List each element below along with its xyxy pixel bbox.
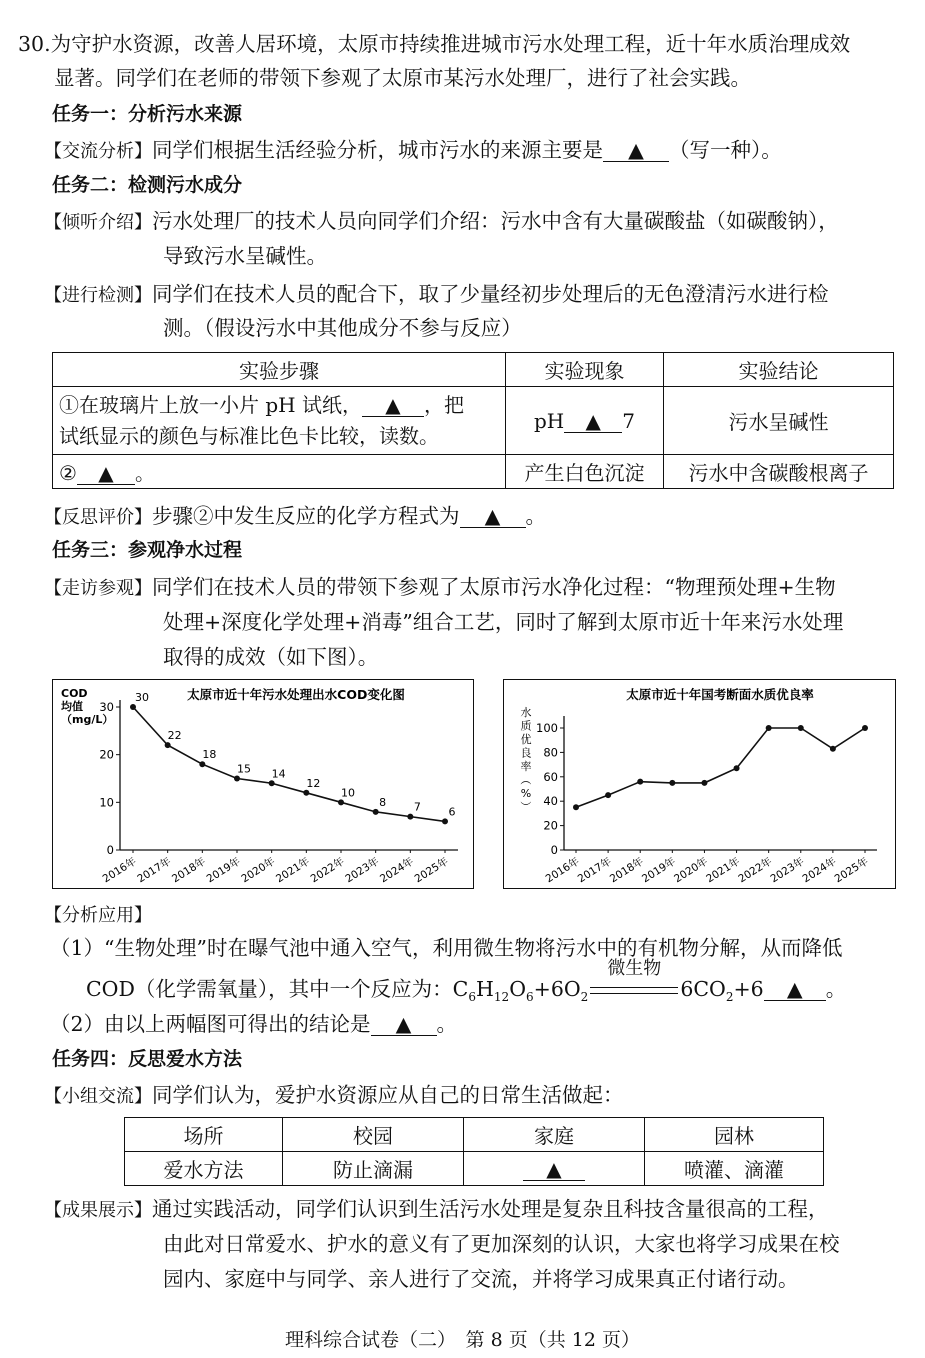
data-point — [637, 779, 643, 785]
sub-12: 12 — [493, 990, 510, 1005]
reflect-text: 步骤②中发生反应的化学方程式为 — [152, 504, 460, 528]
row1-phenomenon — [506, 387, 664, 455]
x-tick-label: 2025年 — [832, 855, 871, 886]
equation-co2: 6CO — [680, 977, 726, 1001]
x-tick-label: 2017年 — [135, 855, 174, 886]
row2-step-num: ② — [59, 461, 77, 485]
row2-phenomenon: 产生白色沉淀 — [506, 455, 664, 489]
sub-2: 2 — [580, 990, 589, 1005]
data-point — [338, 799, 344, 805]
data-point — [605, 792, 611, 798]
visit-line2: 处理+深度化学处理+消毒”组合工艺，同时了解到太原市近十年来污水处理 — [163, 610, 844, 634]
y-axis-label-char: 水 — [520, 706, 532, 719]
table-row — [125, 1118, 824, 1152]
data-point — [373, 809, 379, 815]
header-step: 实验步骤 — [53, 353, 506, 387]
x-tick-label: 2019年 — [204, 855, 243, 886]
method-header: 爱水方法 — [125, 1152, 283, 1186]
reflect-line — [44, 503, 546, 531]
q2-text: （2）由以上两幅图可得出的结论是 — [50, 1012, 371, 1036]
answer-blank-home-method[interactable]: ▲ — [523, 1158, 585, 1181]
sub-6: 6 — [468, 990, 477, 1005]
data-point — [269, 780, 275, 786]
data-point — [303, 790, 309, 796]
task1-exchange — [44, 137, 782, 165]
y-axis-label-char: % — [520, 787, 532, 800]
y-tick-label: 10 — [99, 795, 114, 810]
group-line — [44, 1082, 624, 1110]
equation-six: +6 — [733, 977, 764, 1001]
analysis-tag — [44, 901, 152, 929]
equals-line — [590, 987, 678, 994]
result-line2: 由此对日常爱水、护水的意义有了更加深刻的认识，大家也将学习成果在校 — [163, 1232, 840, 1256]
equation-end: 。 — [825, 977, 847, 1001]
y-axis-label-char: 质 — [520, 719, 532, 733]
data-label: 6 — [448, 805, 456, 819]
task3-title: 任务三：参观净水过程 — [52, 539, 243, 561]
x-tick-label: 2016年 — [100, 855, 139, 886]
x-tick-label: 2021年 — [704, 855, 743, 886]
data-point — [130, 704, 136, 710]
data-label: 18 — [202, 748, 217, 762]
data-label: 14 — [271, 767, 286, 781]
task4-title: 任务四：反思爱水方法 — [52, 1048, 243, 1070]
water-saving-table — [124, 1117, 824, 1186]
data-point — [199, 761, 205, 767]
x-tick-label: 2020年 — [239, 855, 278, 886]
group-tag: 【小组交流】 — [44, 1086, 152, 1107]
table-row — [53, 455, 894, 489]
x-tick-label: 2025年 — [412, 855, 451, 886]
intro-text-1: 为守护水资源，改善人居环境，太原市持续推进城市污水处理工程，近十年水质治理成效 — [50, 32, 851, 56]
task2-test-line2: 测。（假设污水中其他成分不参与反应） — [163, 316, 522, 340]
exchange-text-after: （写一种）。 — [669, 138, 782, 162]
question-intro-line2: 显著。同学们在老师的带领下参观了太原市某污水处理厂，进行了社会实践。 — [54, 66, 751, 90]
header-phenomenon: 实验现象 — [506, 353, 664, 387]
y-axis-label-char: ） — [519, 801, 532, 812]
x-tick-label: 2020年 — [672, 855, 711, 886]
task2-title: 任务二：检测污水成分 — [52, 174, 243, 196]
sub-6b: 6 — [526, 990, 534, 1005]
x-tick-label: 2018年 — [607, 855, 646, 886]
x-tick-label: 2019年 — [639, 855, 678, 886]
data-label: 22 — [167, 729, 182, 743]
place-header: 场所 — [125, 1118, 283, 1152]
y-axis-label-char: 良 — [520, 746, 532, 760]
row2-step-end: 。 — [134, 461, 155, 485]
result-text-1: 通过实践活动，同学们认识到生活污水处理是复杂且科技含量很高的工程， — [152, 1197, 829, 1221]
row1-step-text: ①在玻璃片上放一小片 pH 试纸， — [59, 392, 362, 417]
data-label: 8 — [379, 795, 387, 809]
equation-o2: +6O — [533, 977, 581, 1001]
data-point — [798, 725, 804, 731]
data-point — [734, 765, 740, 771]
cod-chart-svg — [53, 680, 473, 888]
answer-blank-step2[interactable]: ▲ — [77, 462, 135, 485]
x-tick-label: 2018年 — [169, 855, 208, 886]
series-line — [576, 728, 865, 807]
table-row — [53, 387, 894, 455]
visit-line1 — [44, 574, 836, 602]
x-tick-label: 2024年 — [800, 855, 839, 886]
ph-label: pH — [534, 408, 565, 433]
row1-step — [53, 387, 506, 455]
chart-title: 太原市近十年污水处理出水COD变化图 — [187, 687, 405, 702]
result-line1 — [44, 1196, 829, 1224]
answer-blank-ph-compare[interactable]: ▲ — [564, 410, 622, 433]
question-number: 30. — [18, 32, 51, 56]
y-axis-label: COD — [61, 687, 88, 700]
method-home — [464, 1152, 645, 1186]
test-tag: 【进行检测】 — [44, 285, 152, 306]
ph-seven: 7 — [622, 408, 635, 433]
y-axis-label: 均值 — [61, 700, 83, 713]
water-quality-chart — [503, 679, 896, 889]
data-point — [234, 776, 240, 782]
series-line — [133, 707, 445, 821]
data-label: 7 — [413, 800, 421, 814]
row1-step-text-c: 试纸显示的颜色与标准比色卡比较，读数。 — [59, 423, 439, 448]
question-intro-line1 — [18, 31, 850, 57]
place-home: 家庭 — [464, 1118, 645, 1152]
method-school: 防止滴漏 — [283, 1152, 464, 1186]
data-point — [830, 746, 836, 752]
answer-blank-ph-operation[interactable]: ▲ — [362, 394, 424, 417]
y-tick-label: 100 — [536, 721, 558, 735]
x-tick-label: 2017年 — [575, 855, 614, 886]
y-axis-label-char: 优 — [520, 733, 532, 746]
exchange-tag: 【交流分析】 — [44, 141, 152, 162]
data-label: 30 — [135, 691, 149, 704]
reflect-end: 。 — [525, 504, 546, 528]
visit-tag: 【走访参观】 — [44, 578, 152, 599]
test-text: 同学们在技术人员的配合下，取了少量经初步处理后的无色澄清污水进行检 — [152, 282, 829, 306]
result-line3: 园内、家庭中与同学、亲人进行了交流，并将学习成果真正付诸行动。 — [163, 1267, 799, 1291]
sub-2b: 2 — [725, 990, 734, 1005]
row2-conclusion: 污水中含碳酸根离子 — [664, 455, 894, 489]
data-point — [862, 725, 868, 731]
listen-tag: 【倾听介绍】 — [44, 212, 152, 233]
x-tick-label: 2022年 — [308, 855, 347, 886]
visit-line3: 取得的成效（如下图）。 — [163, 645, 379, 669]
data-point — [701, 780, 707, 786]
method-garden: 喷灌、滴灌 — [645, 1152, 824, 1186]
x-tick-label: 2024年 — [377, 855, 416, 886]
y-tick-label: 20 — [99, 747, 114, 762]
x-tick-label: 2023年 — [768, 855, 807, 886]
row1-conclusion: 污水呈碱性 — [664, 387, 894, 455]
data-label: 15 — [237, 762, 251, 776]
exchange-text: 同学们根据生活经验分析，城市污水的来源主要是 — [152, 138, 603, 162]
visit-text-1: 同学们在技术人员的带领下参观了太原市污水净化过程：“物理预处理+生物 — [152, 575, 836, 599]
y-tick-label: 60 — [543, 769, 558, 784]
y-tick-label: 0 — [106, 843, 114, 857]
x-tick-label: 2021年 — [273, 855, 312, 886]
table-header-row — [53, 353, 894, 387]
answer-blank-conclusion[interactable]: ▲ — [371, 1013, 437, 1036]
y-tick-label: 20 — [543, 818, 558, 833]
analysis-q1-line1: （1）“生物处理”时在曝气池中通入空气，利用微生物将污水中的有机物分解，从而降低 — [50, 936, 843, 960]
place-garden: 园林 — [645, 1118, 824, 1152]
data-point — [442, 818, 448, 824]
equation-text: COD（化学需氧量），其中一个反应为：C — [86, 977, 469, 1001]
intro-text: 污水处理厂的技术人员向同学们介绍：污水中含有大量碳酸盐（如碳酸钠）， — [152, 209, 839, 233]
experiment-table — [52, 352, 894, 489]
water-quality-chart-svg — [504, 680, 895, 888]
data-point — [165, 742, 171, 748]
data-point — [766, 725, 772, 731]
page-footer: 理科综合试卷（二） 第 8 页（共 12 页） — [285, 1329, 640, 1351]
task1-title: 任务一：分析污水来源 — [52, 103, 243, 125]
x-tick-label: 2023年 — [343, 855, 382, 886]
y-tick-label: 80 — [543, 745, 558, 760]
data-point — [407, 814, 413, 820]
equation-h: H — [476, 977, 494, 1001]
task2-test-line1 — [44, 281, 829, 309]
data-point — [669, 780, 675, 786]
y-axis-label-char: （ — [519, 774, 532, 785]
task2-intro-line1 — [44, 208, 839, 236]
reaction-condition: 微生物 — [607, 958, 662, 979]
row2-step — [53, 455, 506, 489]
y-axis-label: （mg/L） — [61, 713, 114, 726]
y-tick-label: 40 — [543, 794, 558, 809]
result-tag: 【成果展示】 — [44, 1200, 152, 1221]
q2-end: 。 — [436, 1012, 458, 1036]
table-row — [125, 1152, 824, 1186]
analysis-tag-text: 【分析应用】 — [44, 905, 152, 926]
data-label: 10 — [341, 786, 355, 800]
analysis-q2 — [50, 1011, 457, 1037]
y-tick-label: 0 — [550, 843, 558, 857]
task2-intro-line2: 导致污水呈碱性。 — [163, 244, 327, 268]
reaction-arrow — [588, 958, 680, 1002]
place-school: 校园 — [283, 1118, 464, 1152]
answer-blank-equation[interactable]: ▲ — [460, 505, 526, 528]
x-tick-label: 2016年 — [543, 855, 582, 886]
header-conclusion: 实验结论 — [664, 353, 894, 387]
cod-chart — [52, 679, 474, 889]
data-point — [573, 804, 579, 810]
group-text: 同学们认为，爱护水资源应从自己的日常生活做起： — [152, 1083, 624, 1107]
y-tick-label: 30 — [99, 700, 114, 714]
answer-blank-source[interactable]: ▲ — [603, 139, 669, 162]
data-label: 12 — [306, 776, 321, 790]
y-axis-label-char: 率 — [520, 760, 532, 773]
row1-step-text-b: ，把 — [423, 392, 464, 417]
answer-blank-product[interactable]: ▲ — [764, 978, 826, 1001]
x-tick-label: 2022年 — [736, 855, 775, 886]
equation-o: O — [509, 977, 526, 1001]
analysis-q1-line2 — [86, 958, 847, 1010]
chart-title: 太原市近十年国考断面水质优良率 — [626, 687, 814, 702]
reflect-tag: 【反思评价】 — [44, 507, 152, 528]
